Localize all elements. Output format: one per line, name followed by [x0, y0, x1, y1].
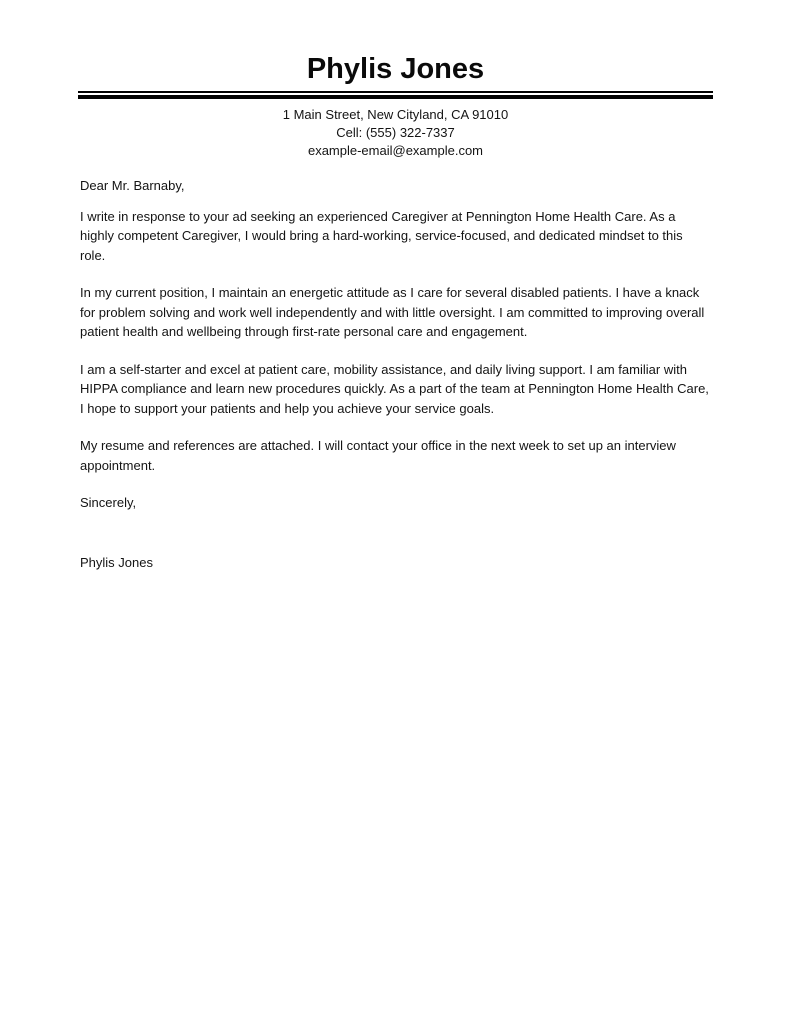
- contact-email: example-email@example.com: [307, 143, 484, 158]
- sender-name: Phylis Jones: [306, 53, 485, 85]
- contact-address: 1 Main Street, New Cityland, CA 91010: [282, 107, 509, 122]
- body-paragraph-1: I write in response to your ad seeking an experienced Caregiver at Pennington Home Health Care. As a highly competent Caregiver, I would bring a hard-working, service-focused, and dedicated mindset to this role.: [80, 208, 683, 263]
- letter-body: [80, 176, 711, 572]
- divider-thick-rule: [78, 95, 713, 99]
- contact-phone: Cell: (555) 322-7337: [336, 125, 455, 140]
- contact-block: [0, 106, 791, 160]
- salutation: Dear Mr. Barnaby,: [80, 178, 185, 193]
- signature: Phylis Jones: [80, 554, 153, 570]
- body-paragraph-4: My resume and references are attached. I will contact your office in the next week to set up an interview appointment.: [80, 438, 676, 473]
- body-paragraph-2: In my current position, I maintain an energetic attitude as I care for several disabled patients. I have a knack for problem solving and work well independently and with little oversight. I am committed to improving overall patient health and wellbeing through first-rate personal care and engagement.: [80, 285, 705, 339]
- closing: Sincerely,: [80, 495, 137, 510]
- header-divider: [78, 91, 713, 99]
- body-paragraph-3: I am a self-starter and excel at patient care, mobility assistance, and daily living support. I am familiar with HIPPA compliance and learn new procedures quickly. As a part of the team at Pennington Home Health Care, I hope to support your patients and help you achieve your service goals.: [80, 361, 709, 416]
- letter-header: [0, 52, 791, 160]
